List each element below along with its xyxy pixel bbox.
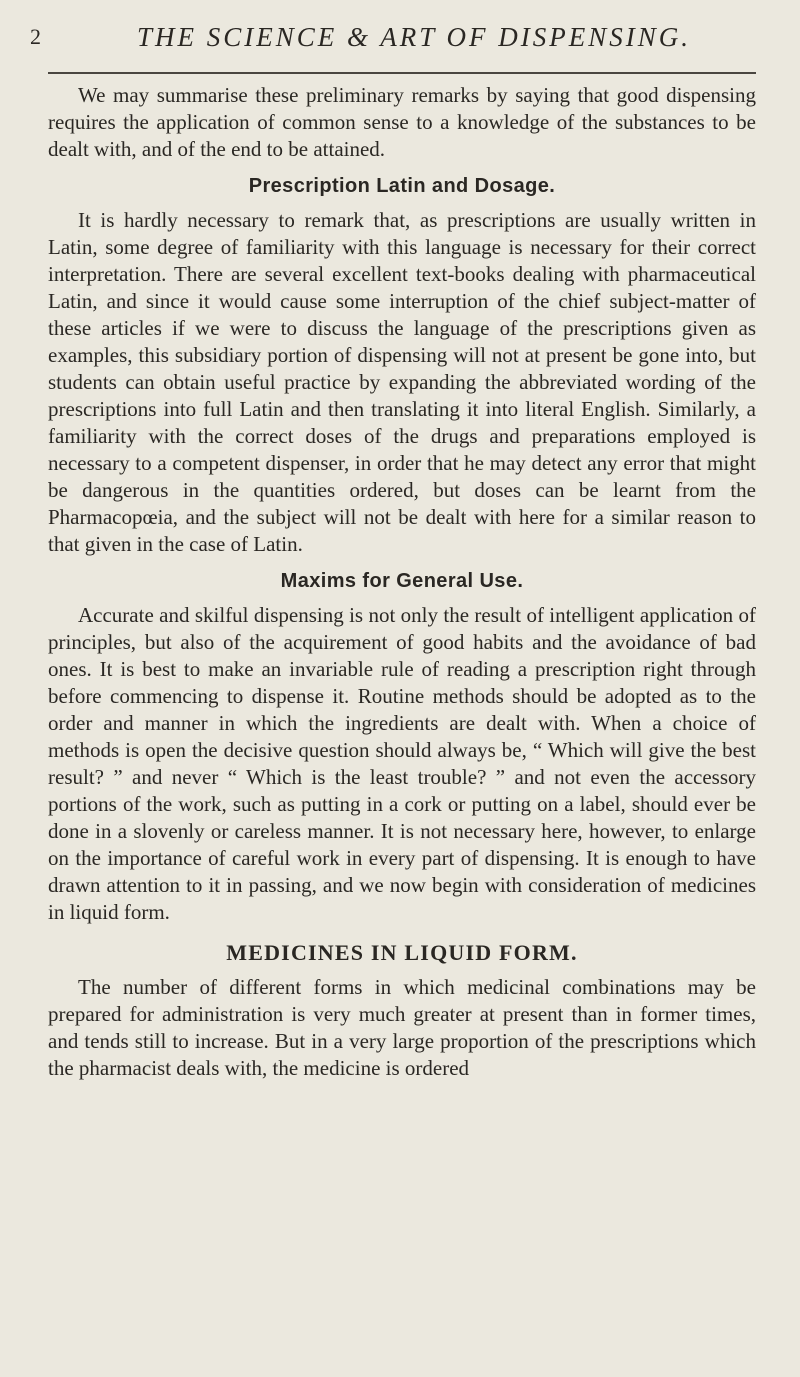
page-body — [48, 82, 756, 1082]
section-heading-prescription-latin: Prescription Latin and Dosage. — [248, 175, 556, 197]
section-paragraph-prescription-latin: It is hardly necessary to remark that, as prescriptions are usually written in Latin, some degree of familiarity with this language is necessary for their correct interpretation. There are several excellent text-books dealing with pharmaceutical Latin, and since it would cause some interruption of the chief subject-matter of these articles if we were to discuss the language of the prescriptions given as examples, this subsidiary portion of dispensing will not at present be gone into, but students can obtain useful practice by expanding the abbreviated wording of the prescriptions into full Latin and then translating it into literal English. Similarly, a familiarity with the correct doses of the drugs and preparations employed is necessary to a competent dispenser, in order that he may detect any error that might be dangerous in the quantities ordered, but doses can be learnt from the Pharmacopœia, and the subject will not be dealt with here for a similar reason to that given in the case of Latin. — [48, 208, 756, 556]
header-rule — [48, 72, 756, 74]
running-header — [30, 22, 758, 58]
section-heading-maxims: Maxims for General Use. — [280, 570, 524, 592]
running-title: THE SCIENCE & ART OF DISPENSING. — [136, 22, 691, 52]
intro-paragraph: We may summarise these preliminary remarks by saying that good dispensing requires the application of common sense to a knowledge of the substances to be dealt with, and of the end to be attained. — [48, 83, 756, 161]
section-heading-liquid-form: MEDICINES IN LIQUID FORM. — [226, 940, 578, 965]
page-number: 2 — [30, 24, 41, 49]
section-paragraph-maxims: Accurate and skilful dispensing is not only the result of intelligent application of principles, but also of the acquirement of good habits and the avoidance of bad ones. It is best to make an invariable rule of reading a prescription right through before commencing to dispense it. Routine methods should be adopted as to the order and manner in which the ingredients are dealt with. When a choice of methods is open the decisive question should always be, “ Which will give the best result? ” and never “ Which is the least trouble? ” and not even the accessory portions of the work, such as putting in a cork or putting on a label, should ever be done in a slovenly or careless manner. It is not necessary here, however, to enlarge on the importance of careful work in every part of dispensing. It is enough to have drawn attention to it in passing, and we now begin with consideration of medicines in liquid form. — [48, 603, 756, 924]
section-paragraph-liquid-form: The number of different forms in which medicinal combinations may be prepared for administration is very much greater at present than in former times, and tends still to increase. But in a very large proportion of the prescriptions which the pharmacist deals with, the medicine is ordered — [48, 975, 756, 1080]
